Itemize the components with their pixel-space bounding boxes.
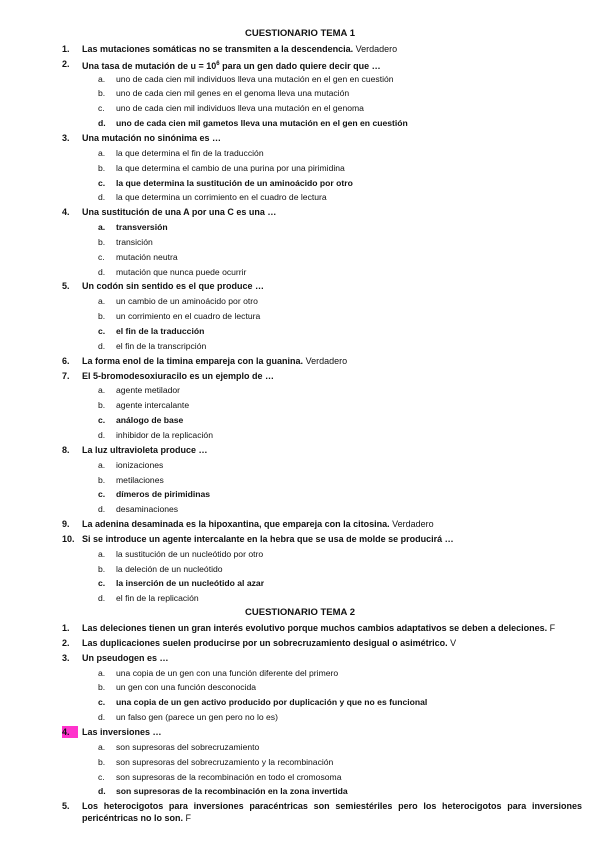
option-text: transición — [116, 236, 153, 247]
option-text: uno de cada cien mil individuos lleva una mutación en el gen en cuestión — [116, 73, 394, 84]
option-letter: c. — [98, 251, 105, 262]
question-stem — [82, 637, 456, 649]
option-letter: b. — [98, 88, 106, 99]
option-text: uno de cada cien mil individuos lleva una mutación en el genoma — [116, 103, 364, 114]
question-text: Si se introduce un agente intercalante en la hebra que se usa de molde se producirá … — [82, 533, 454, 544]
option-letter: d. — [98, 786, 106, 797]
option-text: inhibidor de la replicación — [116, 429, 213, 440]
question-text: Las mutaciones somáticas no se transmiten a la descendencia. — [82, 43, 354, 54]
option-text: transversión — [116, 222, 168, 233]
option-letter: c. — [98, 103, 105, 114]
option-letter: c. — [98, 697, 106, 708]
tema2-title: CUESTIONARIO TEMA 2 — [245, 607, 355, 619]
question-text: La adenina desaminada es la hipoxantina, que empareja con la citosina. — [82, 519, 390, 530]
option-letter: d. — [98, 429, 106, 440]
question-text: Las inversiones … — [82, 726, 162, 737]
question-stem — [82, 355, 347, 367]
question-number: 2. — [62, 58, 70, 69]
option-letter: d. — [98, 266, 106, 277]
option-text: agente metilador — [116, 385, 181, 396]
answer-value: Verdadero — [389, 519, 434, 530]
option-text: son supresoras de la recombinación en la zona invertida — [116, 786, 348, 797]
option-text: dímeros de pirimidinas — [116, 489, 211, 500]
answer-value: F — [183, 813, 192, 824]
option-text: agente intercalante — [116, 400, 190, 411]
option-letter: c. — [98, 326, 106, 336]
question-text: Un codón sin sentido es el que produce … — [82, 281, 265, 292]
answer-value: Verdadero — [353, 43, 398, 54]
question-stem — [82, 622, 555, 634]
option-letter: c. — [98, 177, 106, 188]
question-number: 5. — [62, 281, 70, 292]
option-letter: d. — [98, 340, 106, 351]
question-stem — [82, 533, 454, 545]
question-text: Una mutación no sinónima es … — [82, 132, 222, 143]
option-letter: a. — [98, 548, 106, 559]
option-text: ionizaciones — [116, 459, 164, 470]
option-text: son supresoras de la recombinación en todo el cromosoma — [116, 771, 342, 782]
question-number: 10. — [62, 533, 75, 544]
question-text: La luz ultravioleta produce … — [82, 444, 208, 455]
option-letter: a. — [98, 147, 106, 158]
question-number: 9. — [62, 519, 70, 530]
question-text-cont: para un gen dado quiere decir que … — [219, 60, 381, 71]
question-stem — [82, 726, 162, 738]
option-text: un falso gen (parece un gen pero no lo es) — [116, 712, 278, 723]
option-text: la sustitución de un nucleótido por otro — [116, 548, 264, 559]
option-letter: d. — [98, 593, 106, 604]
option-text: son supresoras del sobrecruzamiento — [116, 741, 260, 752]
option-text: uno de cada cien mil genes en el genoma lleva una mutación — [116, 88, 350, 99]
question-stem — [82, 206, 276, 218]
option-letter: d. — [98, 118, 106, 129]
question-number: 3. — [62, 132, 70, 143]
option-text: mutación que nunca puede ocurrir — [116, 266, 247, 277]
option-letter: a. — [98, 741, 106, 752]
question-number: 4. — [62, 207, 70, 218]
question-text: Una tasa de mutación de u = 10 — [82, 60, 217, 71]
question-stem — [82, 800, 582, 824]
option-text: son supresoras del sobrecruzamiento y la recombinación — [116, 756, 334, 767]
question-stem — [82, 132, 221, 144]
option-text: la que determina la sustitución de un aminoácido por otro — [116, 177, 353, 188]
question-text: El 5-bromodesoxiuracilo es un ejemplo de … — [82, 370, 275, 381]
option-text: la inserción de un nucleótido al azar — [116, 578, 265, 589]
question-text: Un pseudogen es … — [82, 652, 169, 663]
option-letter: d. — [98, 712, 106, 723]
option-letter: b. — [98, 236, 106, 247]
question-text: Los heterocigotos para inversiones paracéntricas son semiestériles pero los heterocigotos para inversiones pericéntricas no lo son. — [82, 801, 582, 824]
option-letter: b. — [98, 400, 106, 411]
option-text: uno de cada cien mil gametos lleva una mutación en el gen en cuestión — [116, 118, 408, 129]
question-stem — [82, 652, 169, 664]
question-number: 3. — [62, 652, 70, 663]
option-letter: d. — [98, 192, 106, 203]
question-number: 2. — [62, 637, 70, 648]
question-number: 7. — [62, 370, 70, 381]
option-text: un gen con una función desconocida — [116, 682, 256, 693]
question-number: 5. — [62, 801, 70, 812]
option-text: un corrimiento en el cuadro de lectura — [116, 311, 261, 322]
option-text: desaminaciones — [116, 504, 179, 515]
option-text: mutación neutra — [116, 251, 178, 262]
option-text: una copia de un gen activo producido por duplicación y que no es funcional — [116, 697, 428, 708]
option-text: la que determina el cambio de una purina por una pirimidina — [116, 162, 345, 173]
option-text: un cambio de un aminoácido por otro — [116, 296, 258, 307]
option-text: una copia de un gen con una función diferente del primero — [116, 667, 339, 678]
option-letter: a. — [98, 296, 106, 307]
option-text: el fin de la traducción — [116, 326, 205, 336]
option-text: el fin de la transcripción — [116, 340, 207, 351]
question-stem — [82, 444, 208, 456]
option-letter: c. — [98, 771, 105, 782]
option-letter: a. — [98, 73, 106, 84]
question-stem — [82, 58, 381, 72]
option-text: la que determina un corrimiento en el cuadro de lectura — [116, 192, 327, 203]
option-letter: a. — [98, 459, 106, 470]
option-text: la que determina el fin de la traducción — [116, 147, 264, 158]
question-text: Las deleciones tienen un gran interés evolutivo porque muchos cambios adaptativos se deben a deleciones. — [82, 623, 548, 633]
option-letter: a. — [98, 667, 106, 678]
question-number: 4. — [62, 726, 78, 738]
option-letter: d. — [98, 504, 106, 515]
option-letter: b. — [98, 311, 106, 322]
tema1-title: CUESTIONARIO TEMA 1 — [245, 28, 355, 39]
option-letter: b. — [98, 756, 106, 767]
option-letter: c. — [98, 415, 106, 426]
option-letter: b. — [98, 474, 106, 485]
option-letter: b. — [98, 682, 106, 693]
option-letter: c. — [98, 489, 106, 500]
option-text: el fin de la replicación — [116, 593, 199, 604]
question-number: 1. — [62, 623, 70, 633]
option-letter: a. — [98, 385, 106, 396]
question-stem — [82, 518, 434, 530]
question-text: La forma enol de la timina empareja con la guanina. — [82, 355, 304, 366]
question-stem — [82, 370, 274, 382]
question-text: Una sustitución de una A por una C es una … — [82, 207, 277, 218]
option-text: metilaciones — [116, 474, 164, 485]
option-text: análogo de base — [116, 415, 184, 426]
question-stem — [82, 280, 264, 292]
question-text: Las duplicaciones suelen producirse por un sobrecruzamiento desigual o asimétrico. — [82, 637, 448, 648]
option-text: la deleción de un nucleótido — [116, 563, 223, 574]
question-number: 1. — [62, 43, 70, 54]
question-stem — [82, 43, 397, 55]
option-letter: b. — [98, 162, 106, 173]
answer-value: V — [447, 637, 457, 648]
option-letter: b. — [98, 563, 106, 574]
answer-value: Verdadero — [303, 355, 348, 366]
option-letter: c. — [98, 578, 106, 589]
exponent: 6 — [216, 60, 220, 67]
question-number: 6. — [62, 355, 70, 366]
option-letter: a. — [98, 222, 106, 233]
answer-value: F — [547, 623, 556, 633]
question-number: 8. — [62, 444, 70, 455]
